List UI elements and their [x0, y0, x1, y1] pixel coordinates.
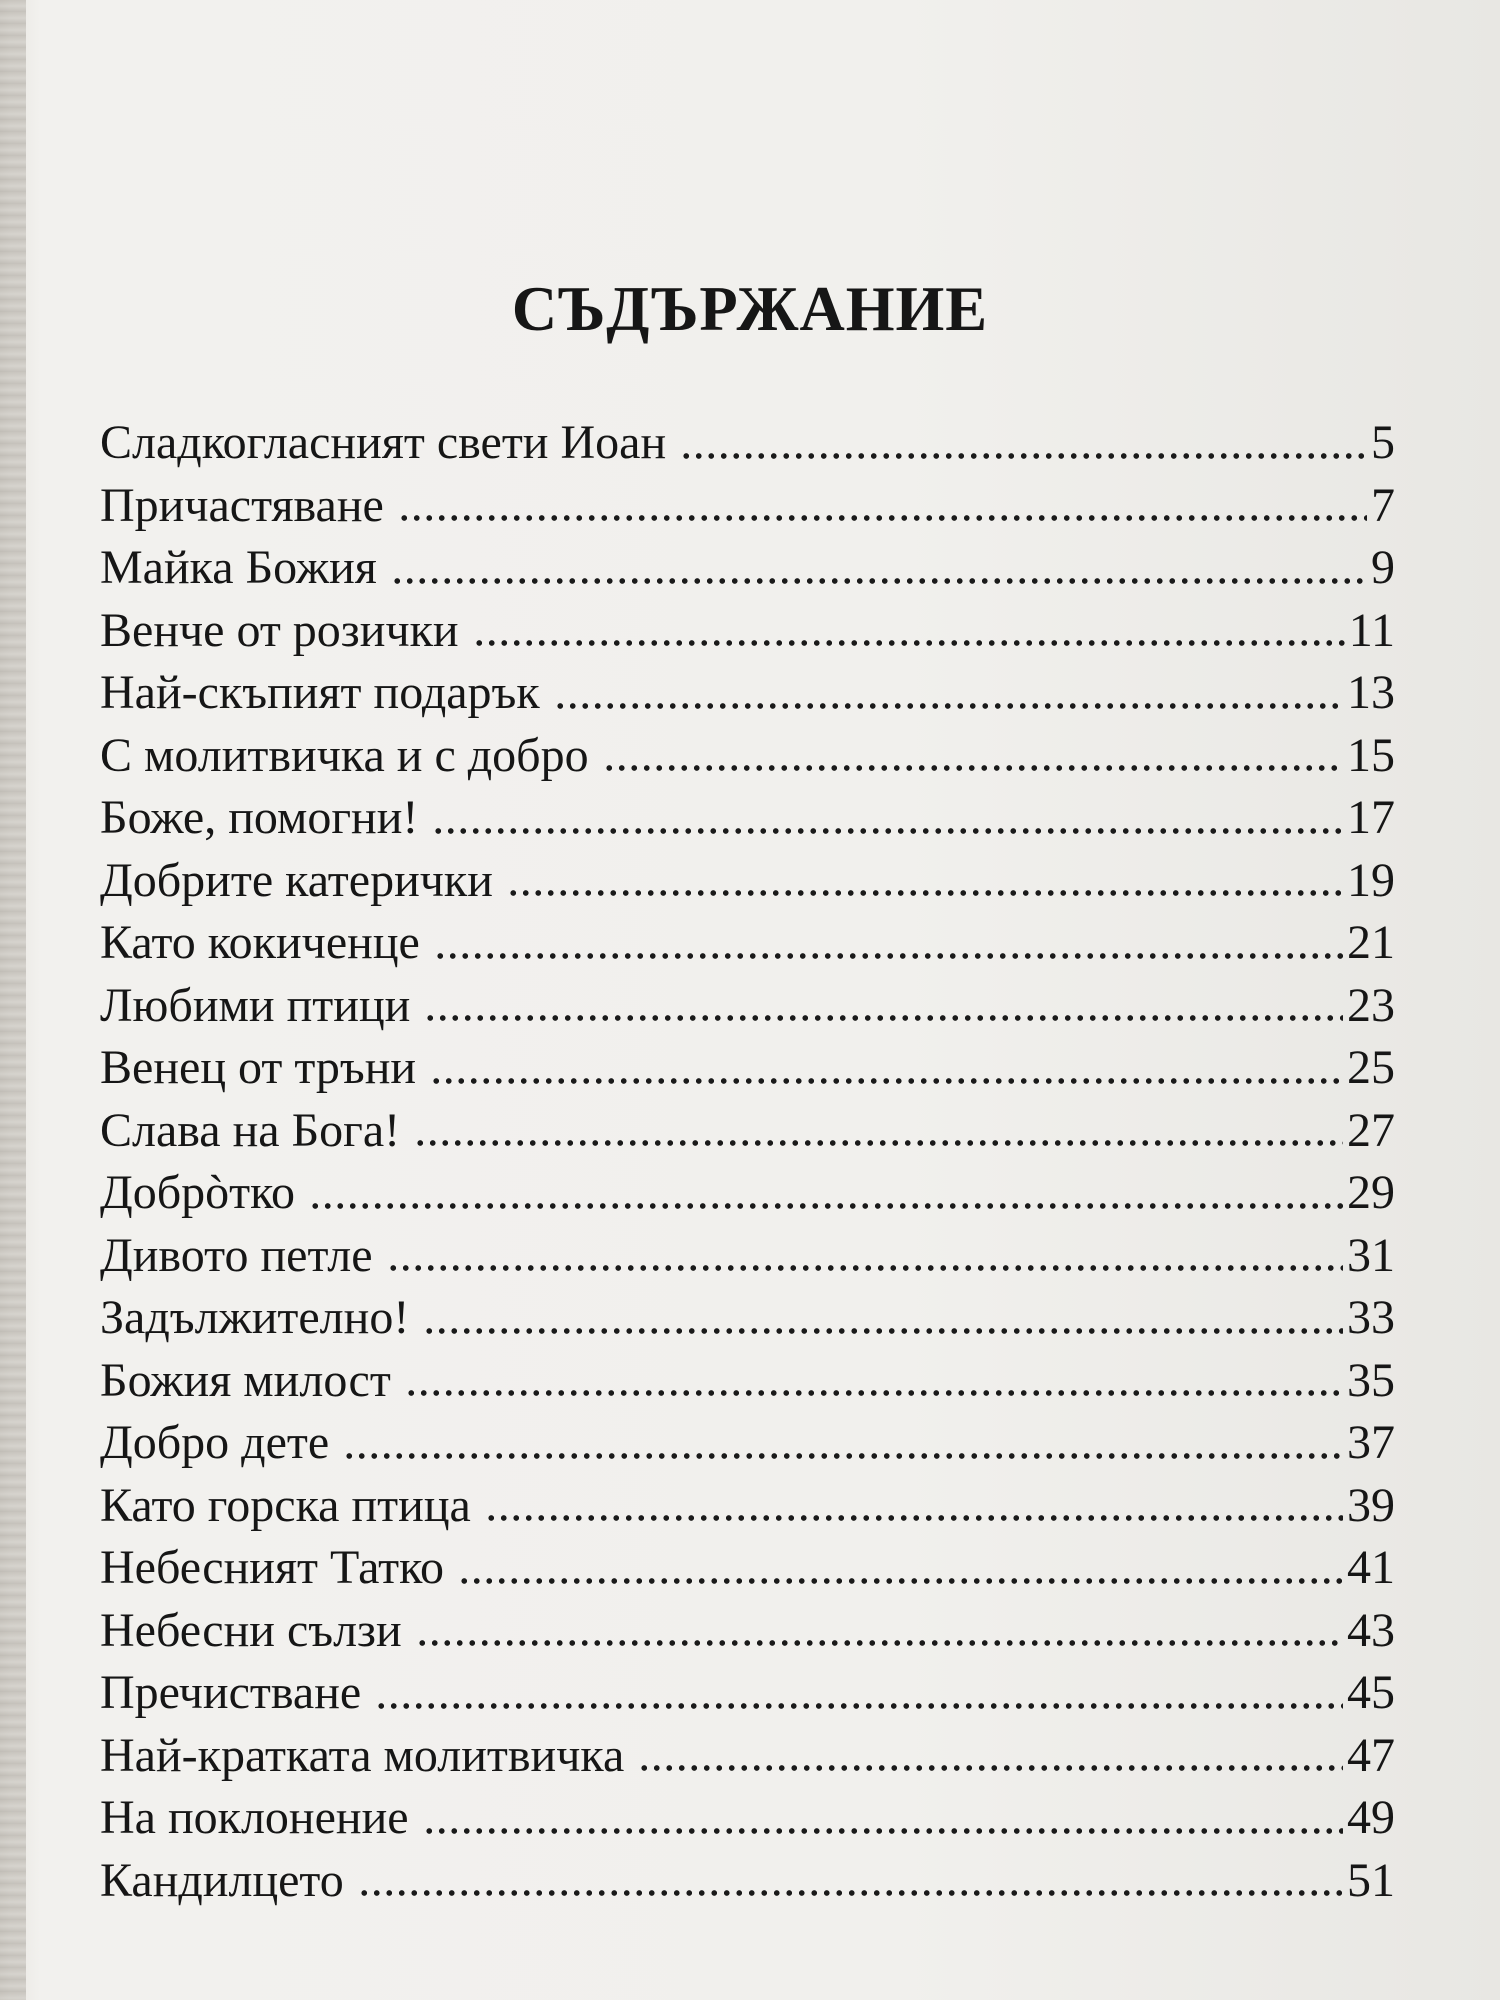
toc-entry-page-number: 45 — [1347, 1666, 1395, 1719]
toc-dot-leader — [405, 1388, 1343, 1398]
toc-entry — [100, 1662, 1395, 1725]
toc-entry-title: Майка Божия — [100, 541, 377, 594]
toc-entry-page-number: 33 — [1347, 1291, 1395, 1344]
toc-entry — [100, 1350, 1395, 1413]
toc-entry-page-number: 7 — [1371, 478, 1395, 532]
toc-dot-leader — [458, 1576, 1343, 1586]
toc-entry — [100, 537, 1395, 600]
toc-entry — [100, 662, 1395, 725]
toc-entry — [100, 1225, 1395, 1288]
toc-dot-leader — [416, 1638, 1343, 1648]
toc-entry — [100, 1100, 1395, 1163]
toc-entry-title: Добрòтко — [100, 1166, 296, 1219]
toc-dot-leader — [414, 1138, 1343, 1148]
toc-dot-leader — [554, 701, 1343, 711]
toc-dot-leader — [398, 513, 1367, 523]
toc-entry — [100, 912, 1395, 975]
toc-entry-title: Венец от тръни — [100, 1041, 417, 1094]
toc-dot-leader — [638, 1763, 1343, 1773]
toc-dot-leader — [391, 576, 1367, 586]
toc-entry-page-number: 5 — [1371, 416, 1395, 469]
toc-entry-page-number: 51 — [1347, 1853, 1395, 1907]
toc-entry-page-number: 29 — [1347, 1166, 1395, 1219]
toc-entry-title: На поклонение — [100, 1791, 409, 1844]
toc-entry — [100, 850, 1395, 913]
toc-entry-page-number: 41 — [1347, 1541, 1395, 1594]
toc-entry-page-number: 21 — [1347, 916, 1395, 969]
toc-entry-page-number: 27 — [1347, 1103, 1395, 1157]
toc-dot-leader — [424, 1013, 1343, 1023]
toc-entry — [100, 475, 1395, 538]
toc-entry — [100, 1475, 1395, 1538]
toc-entry-title: Задължително! — [100, 1291, 410, 1344]
toc-entry — [100, 1787, 1395, 1850]
toc-dot-leader — [430, 1076, 1343, 1086]
toc-entry-title: Небесни сълзи — [100, 1603, 402, 1657]
toc-entry-title: Като кокиченце — [100, 916, 420, 969]
toc-entry-title: Дивото петле — [100, 1228, 373, 1282]
toc-dot-leader — [423, 1826, 1343, 1836]
toc-entry-title: Най-скъпият подарък — [100, 666, 540, 719]
toc-entry-page-number: 49 — [1347, 1791, 1395, 1844]
toc-dot-leader — [603, 763, 1343, 773]
toc-dot-leader — [432, 826, 1343, 836]
toc-entry-title: Най-кратката молитвичка — [100, 1728, 625, 1782]
toc-entry-title: Венче от розички — [100, 603, 459, 657]
toc-entry — [100, 412, 1395, 475]
toc-entry-page-number: 19 — [1347, 853, 1395, 907]
toc-entry-title: Пречистване — [100, 1666, 362, 1719]
toc-dot-leader — [343, 1451, 1343, 1461]
toc-dot-leader — [387, 1263, 1343, 1273]
toc-entry — [100, 1162, 1395, 1225]
toc-entry-title: Причастяване — [100, 478, 384, 532]
toc-entry — [100, 1850, 1395, 1913]
toc-entry-title: Божия милост — [100, 1353, 391, 1407]
toc-dot-leader — [375, 1701, 1343, 1711]
toc-entry-title: Добрите катерички — [100, 853, 493, 907]
toc-dot-leader — [358, 1888, 1343, 1898]
toc-entry — [100, 600, 1395, 663]
toc-entry-title: Сладкогласният свети Иоан — [100, 416, 667, 469]
toc-entry — [100, 1600, 1395, 1663]
toc-entry-page-number: 23 — [1347, 978, 1395, 1032]
toc-entry-page-number: 11 — [1348, 603, 1395, 657]
toc-dot-leader — [309, 1201, 1343, 1211]
toc-entry-page-number: 37 — [1347, 1416, 1395, 1469]
toc-entry-title: Любими птици — [100, 978, 411, 1032]
toc-entry-page-number: 47 — [1347, 1728, 1395, 1782]
page-title: СЪДЪРЖАНИЕ — [511, 273, 989, 344]
toc-entry-title: Боже, помогни! — [100, 791, 419, 844]
toc-entry — [100, 1537, 1395, 1600]
toc-entry-title: Добро дете — [100, 1416, 330, 1469]
toc-entry-title: Кандилцето — [100, 1853, 344, 1907]
toc-dot-leader — [473, 638, 1345, 648]
toc-entry-page-number: 43 — [1347, 1603, 1395, 1657]
toc-entry-title: Слава на Бога! — [100, 1103, 401, 1157]
table-of-contents — [100, 412, 1395, 1912]
toc-entry-page-number: 15 — [1347, 728, 1395, 782]
toc-entry-page-number: 17 — [1347, 791, 1395, 844]
toc-entry — [100, 725, 1395, 788]
toc-entry — [100, 1725, 1395, 1788]
toc-entry — [100, 1412, 1395, 1475]
toc-dot-leader — [507, 888, 1343, 898]
toc-dot-leader — [680, 451, 1367, 461]
toc-dot-leader — [485, 1513, 1343, 1523]
toc-entry — [100, 1037, 1395, 1100]
toc-entry — [100, 975, 1395, 1038]
toc-entry-page-number: 31 — [1347, 1228, 1395, 1282]
toc-entry-page-number: 9 — [1371, 541, 1395, 594]
toc-entry-title: Като горска птица — [100, 1478, 471, 1532]
toc-entry-title: Небесният Татко — [100, 1541, 445, 1594]
toc-entry — [100, 1287, 1395, 1350]
toc-entry-page-number: 35 — [1347, 1353, 1395, 1407]
toc-entry-page-number: 25 — [1347, 1041, 1395, 1094]
toc-entry — [100, 787, 1395, 850]
toc-entry-page-number: 39 — [1347, 1478, 1395, 1532]
toc-entry-page-number: 13 — [1347, 666, 1395, 719]
toc-entry-title: С молитвичка и с добро — [100, 728, 589, 782]
toc-dot-leader — [423, 1326, 1343, 1336]
toc-dot-leader — [434, 951, 1343, 961]
